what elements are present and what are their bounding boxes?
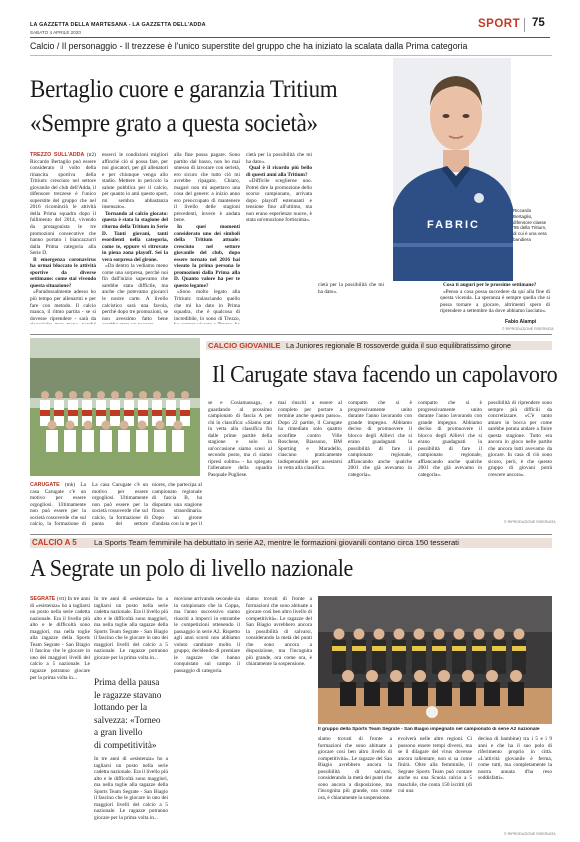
article1-col2-text: esserci le condizioni migliori affinché ciò si possa fare, per noi giocatori, per gli allenatori e per chiunque venga allo stadio. Mettere in pericolo la salute pubblica per il calcio, per quanto io ami questo sport, mi sembra abbastanza insensato». [102,152,168,211]
article2-column-2 [152,482,202,528]
team-photo-illustration [30,338,200,476]
header-separator [524,18,525,32]
article3-column-4 [318,736,392,836]
article1-copyright: © RIPRODUZIONE RISERVATA [502,327,554,331]
article2-column-5b [418,400,482,528]
article2-col5-text: compatto che si è progressivamente unito durante l'anno lavorando con grande impegno. Abbiamo deciso di promuovere il blocco degli Allievi che si erano guadagnati la possibilità di fare il campionato regionale, affiancando anche qualche 2001 che già avevamo in categoria». [348,400,412,479]
article2-col1-continued: La casa Carugate c'è un motivo per essere orgogliosi. Ultimamente non può essere per la società rossoverde che sul calcio, la formazione di punta del settore [92,482,148,528]
article1-question: Qual è il ricordo più bello di questi anni alla Tritium? [246,165,312,178]
shirt-sponsor-text: FABRIC [427,219,480,231]
article1-question: Cosa ti auguri per le prossime settimane? [443,282,537,288]
article3-column-5 [398,736,472,836]
article2-column-3 [208,400,272,528]
article3-pull-quote [94,676,168,751]
pull-quote-line: le ragazze stavano [94,689,162,700]
article1-col1-text: Riccardo Bertaglio può essere considerato il volto della rinascita sportiva della Tritium: cresciuto nel settore giovanile del club dell'Adda, il difensore trezzese è l'unico superstite del gruppo che nel 2016 ricominciò le attività della Prima squadra dopo il fallimento del 2014, vivendo da protagonista le tre promozioni consecutive che hanno portato i biancazzurri dalla Prima categoria alla Serie D. [30,158,96,257]
team-photo-carugate [30,338,200,476]
article1-kicker: Calcio / Il personaggio - Il trezzese è l'unico superstite del gruppo che ha iniziato la scalata dalla Prima categoria [30,41,468,51]
article1-col3-text: alla fine possa pagare. Sono partito dal basso, non ho mai smesso di lavorare con serietà, ero sicuro che tutto ciò mi avrebbe ripagato. Chiaro, magari non mi aspettavo una cosa del genere: a inizio anno ero preoccupato di mantenere il livello delle stagioni precedenti, invece è andata bene. [174,152,240,224]
kicker-rule [30,55,552,56]
article1-dateline: TREZZO SULL'ADDA [30,152,85,158]
article3-col2-text: movione arrivando seconde sia in campionato che in Coppa, ma l'anno successivo siamo riusciti a imporci in entrambe le competizioni ottenendo il passaggio in serie A2. Rispetto agli anni scorsi non abbiamo voluto cambiare molto il gruppo, decidendo di premiare le ragazze che hanno conquistato sul campo il passaggio di categoria. [174,596,240,675]
article1-answer: «Sono molto legato alla Tritium: tralasciando quello che mi ha dato in Prima squadra, che è qualcosa di incredibile, lo sono di Trezzo, [174,289,240,322]
article1-column-4b [318,282,384,324]
article2-col5-continued: compatto che si è progressivamente unito durante l'anno lavorando con grande impegno. Abbiamo deciso di promuovere il blocco degli Allievi che si erano guadagnati la possibilità di fare il campionato regionale, affiancando anche qualche 2001 che già avevamo in categoria». [418,400,482,479]
article2-column-1 [30,482,86,528]
section-label: SPORT [478,18,521,30]
article3-col1-text: In tre anni di «esistenza» ho a tagliarsi un posto nella serie cadetta nazionale. Era il livello più alto e le difficoltà sono maggiori, ma nella toglie alla ragazze della Sports Team Segrate - San Biagio il fascino che le giocare in uno dei maggiori livelli del calcio a 5 nazionale. Le ragazze potranno giocare per la prima volta in... [30,596,90,681]
pull-quote-line: lottando per la [94,702,148,712]
article1-column-4 [246,152,312,324]
article1-headline-1: Bertaglio cuore e garanzia Tritium [30,76,338,103]
pull-quote-line: a gran livello [94,727,143,737]
article1-column-2 [102,152,168,324]
article3-col3-continued: slamo trovati di fronte a formazioni che sono abituate a giocare così ben altro livello di competitività». Le ragazze del San Biagio avrebbero ancora la possibilità di salvarsi, considerando la metà dei punti che sono ancora a disposizione, ma l'incognita più grande, ora come ora, è chiaramente la sospensione. [318,736,392,801]
issue-date: SABATO 4 APRILE 2020 [30,30,81,35]
article2-column-1b [92,482,148,528]
article2-copyright: © RIPRODUZIONE RISERVATA [504,520,556,524]
article3-col5-text: evolverà nelle altre regioni. Ci possono essere tempi diversi, ma se il dilagare del virus dovesse ancora rallentare, non si sa come finirà. Oltre alla femminile, il Segrate Sports Team può contare anche su una Scuola calcio a 5 maschile, che conta 150 iscritti (di cui una [398,736,472,795]
article3-kicker: La Sports Team femminile ha debuttato in serie A2, mentre le formazioni giovanili contano circa 150 tesserati [94,538,459,547]
pull-quote-line: Prima della pausa [94,677,160,687]
player-portrait-illustration [393,58,548,281]
team-photo-segrate [318,596,552,724]
article3-copyright: © RIPRODUZIONE RISERVATA [504,832,556,836]
player-photo [393,58,548,281]
section-divider [30,534,552,535]
article2-column-4 [278,400,342,528]
article2-col3-text: se e Cosiamassaga, e guardando al prossimo campionato di fascia A per chi in classifica: «Siamo stati in vetta alla classifica fin dalle prime partite della stagione e solo in un'occasione siamo scesi al secondo posto, ma ci siamo ripresi subito» - ha spiegato l'allenatore della squadra Pasquale Pugliese. [208,400,272,479]
masthead: LA GAZZETTA DELLA MARTESANA - LA GAZZETTA DELL'ADDA [30,22,206,28]
article1-answer: «Penso a cosa possa succedere da qui alla fine di questa vicenda. La speranza è sempre quella che si possa tornare a giocare, altrimenti spero di riprendere a settembre da dove abbiamo lasciato». [440,288,550,315]
article1-answer: «Difficile sceglierne uno. Potrei dire la promozione dello scorso campionato, arrivata dopo playoff estenuanti e tensione fino all'ultimo, ma non erano esperienze nuove, è stata un'emozione fortissima». [246,178,312,224]
article3-column-1c [94,756,168,836]
article2-col6-text: possibilità di riprendere sono sempre più difficili da concretizzare. «C'è tanto amaro in bocca per come sarebbe potuta andare a finire questa stagione. Tutto era ancora in gioco nelle partite che ancora tutti avevamo da giocare. In casa di ciò sono sicuro, però, è che questo gruppo di giovani potrà crescere ancora». [488,400,552,479]
article3-col6-text: decina di bambine) tra i 5 e i 9 anni e che ha il suo polo di riferimento proprio in città. «L'attività giovanile è ferma, come tutti, ma completamente la nostra annata d'ha reso soddisfatti». [478,736,552,782]
article2-kicker: La Juniores regionale B rossoverde guida il suo equilibratissimo girone [286,341,511,350]
pull-quote-line: di competitività» [94,739,157,750]
player-photo-caption: Riccardo Bertaglio, difensore classe '95 della Tritium, di cui è una vera bandiera [513,208,547,242]
article1-answer: «Da dentro la vediamo meno come una sorpresa, perché noi fin dall'inizio sapevamo che sarebbe stata difficile, ma anche che potevamo giocarci le nostre carte. A livello calcistico sarà una favola, perché dopo tre promozioni, se non avessimo fatto bene [102,263,168,322]
segrate-photo-caption: Il gruppo della Sports Team Segrate - San Biagio impegnato nel campionato di serie A2 nazionale [318,727,540,732]
article1-headline-2: «Sempre grato a questa società» [30,110,318,137]
article2-headline: Il Carugate stava facendo un capolavoro [212,362,558,388]
page-number: 75 [532,17,545,29]
article1-col4-text: cietà per la possibilità che mi ha dato». [246,152,312,165]
article3-col3-text: slamo trovati di fronte a formazioni che sono abituate a giocare così ben altro livello di competitività». Le ragazze del San Biagio avrebbero ancora la possibilità di salvarsi, considerando la metà dei punti che sono ancora a disposizione, ma l'incognita più grande, ora come ora, è chiaramente la sospensione. [246,596,312,668]
article2-col4-text: mai riusciti a essere al completo per portare a termine anche questo passo». Dopo 22 partite, il Carugate ha rimediato solo quattro sconfitte contro Ville Roschese, Biassono, BM Sporting e Maradello, ciascuno praticamente indispensabile per assestarsi in vetta alla classifica. [278,400,342,472]
section-divider [30,334,552,335]
article3-col1-continued: In tre anni di «esistenza» ho a tagliarsi un posto nella serie cadetta nazionale. Era il livello più alto e le difficoltà sono maggiori, ma nella toglie alla ragazze della Sports Team Segrate - San Biagio il fascino che le giocare in uno dei maggiori livelli del calcio a 5 nazionale. Le ragazze potranno giocare per la prima volta in... [94,756,168,821]
article1-column-3 [174,152,240,324]
article1-question: In quei momenti considerato uno dei simboli della Tritium attuale: cresciuto nel settore giovanile del club, dopo essere tornato nel 2016 hai vissuto la prima persona le promozioni dalla Prima alla D. Quanto valore ha per te questo legame? [174,224,240,289]
article3-headline: A Segrate un polo di livello nazionale [30,556,354,582]
article3-column-2 [174,596,240,836]
article1-author: Fabio Alampi [505,319,537,325]
article2-col1-text: La casa Carugate c'è un motivo per essere orgogliosi. Ultimamente non può essere per la società rossoverde che sul calcio, la formazione di [30,482,86,528]
article3-dateline: SEGRATE [30,596,56,602]
article3-column-6 [478,736,552,830]
article2-column-6 [488,400,552,516]
article1-question: Tornando al calcio giocato: questa è stata la stagione del ritorno della Tritium in Serie D. Tanti giovani, tanti esordienti nella categoria, come te, eppure vi ritrovate in piena zona playoff. Sei la vera sorpresa del girone. [102,210,168,263]
article2-column-5 [348,400,412,528]
article3-col1-continued: In tre anni di «esistenza» ho a tagliarsi un posto nella serie cadetta nazionale. Era il livello più alto e le difficoltà sono maggiori, ma nella toglie alla ragazze della Sports Team Segrate - San Biagio il fascino che le giocare in uno dei maggiori livelli del calcio a 5 nazionale. Le ragazze potranno giocare per la prima volta in... [94,596,168,661]
article2-kicker-label: CALCIO GIOVANILE [208,341,281,350]
team-photo-illustration [318,596,552,724]
article3-column-1b [94,596,168,674]
article1-column-1 [30,152,96,324]
pull-quote-line: salvezza: «Torneo [94,714,161,725]
article1-answer: «Paradossalmente adesso ho più tempo per allenarmi e per fare con metodo. Il calcio manca, il ritmo partita - se si dovesse riprendere - sarà da [30,289,96,322]
article2-byline: (mk) [64,482,76,488]
article3-byline: (vtt) [56,596,66,602]
article2-col2-text: niores, che partecipa al campionato regionale di fascia B, ha disputato una stagione finora straordinaria. Dopo un girone d'andata con la te per il [152,482,202,528]
article1-question: Il emergenza coronavirus ha ormai bloccato le attività sportive da diverse settimane: come stai vivendo questa situazione? [30,256,96,289]
article3-column-3 [246,596,312,836]
article2-dateline: CARUGATE [30,482,60,488]
article3-kicker-label: CALCIO A 5 [32,538,77,547]
article1-col4-continued: cietà per la possibilità che mi ha dato». [318,282,384,295]
article1-column-5 [440,282,550,318]
header-rule [30,37,550,38]
article3-column-1 [30,596,90,836]
article1-byline: (tt2) [86,152,96,158]
